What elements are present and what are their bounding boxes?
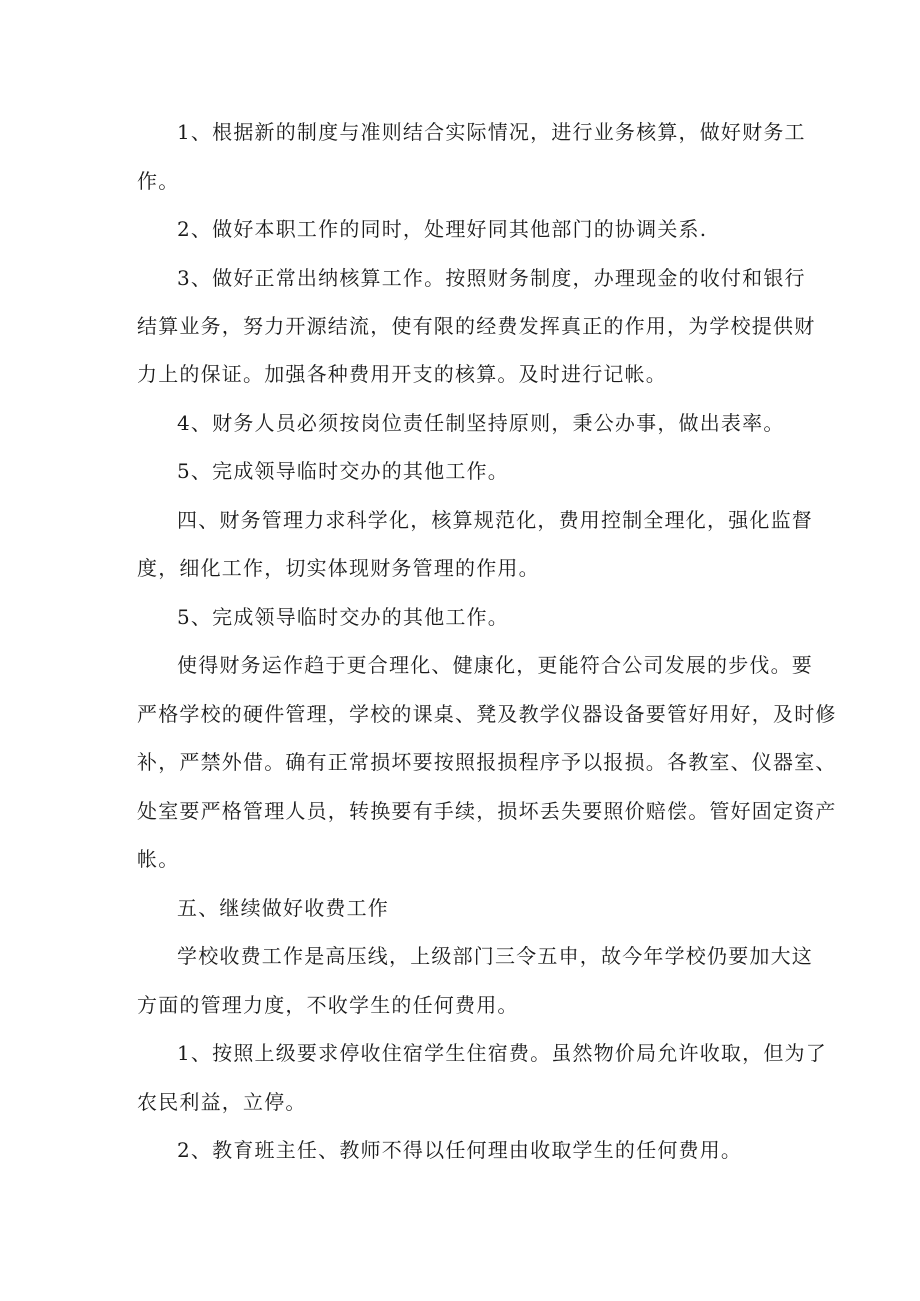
- text-line: 5、完成领导临时交办的其他工作。: [177, 605, 509, 629]
- text-line: 五、继续做好收费工作: [177, 896, 389, 920]
- text-line: 帐。: [137, 847, 180, 871]
- text-line: 使得财务运作趋于更合理化、健康化，更能符合公司发展的步伐。要: [177, 653, 813, 677]
- text-line: 农民利益，立停。: [137, 1090, 307, 1114]
- text-line: 四、财务管理力求科学化，核算规范化，费用控制全理化，强化监督: [177, 508, 813, 532]
- text-line: 补，严禁外借。确有正常损坏要按照报损程序予以报损。各教室、仪器室、: [137, 750, 837, 774]
- text-line: 2、教育班主任、教师不得以任何理由收取学生的任何费用。: [177, 1138, 743, 1162]
- text-line: 严格学校的硬件管理，学校的课桌、凳及教学仪器设备要管好用好，及时修: [137, 702, 837, 726]
- text-line: 3、做好正常出纳核算工作。按照财务制度，办理现金的收付和银行: [177, 266, 806, 290]
- text-line: 结算业务，努力开源结流，使有限的经费发挥真正的作用，为学校提供财: [137, 314, 816, 338]
- text-line: 1、按照上级要求停收住宿学生住宿费。虽然物价局允许收取，但为了: [177, 1041, 827, 1065]
- text-line: 作。: [137, 169, 180, 193]
- text-line: 方面的管理力度，不收学生的任何费用。: [137, 993, 519, 1017]
- text-line: 1、根据新的制度与准则结合实际情况，进行业务核算，做好财务工: [177, 120, 806, 144]
- text-line: 度，细化工作，切实体现财务管理的作用。: [137, 556, 540, 580]
- text-line: 2、做好本职工作的同时，处理好同其他部门的协调关系.: [177, 217, 708, 241]
- text-line: 5、完成领导临时交办的其他工作。: [177, 459, 509, 483]
- text-line: 力上的保证。加强各种费用开支的核算。及时进行记帐。: [137, 362, 667, 386]
- text-line: 学校收费工作是高压线，上级部门三令五申，故今年学校仍要加大这: [177, 944, 813, 968]
- text-line: 处室要严格管理人员，转换要有手续，损坏丢失要照价赔偿。管好固定资产: [137, 799, 837, 823]
- text-line: 4、财务人员必须按岗位责任制坚持原则，秉公办事，做出表率。: [177, 411, 785, 435]
